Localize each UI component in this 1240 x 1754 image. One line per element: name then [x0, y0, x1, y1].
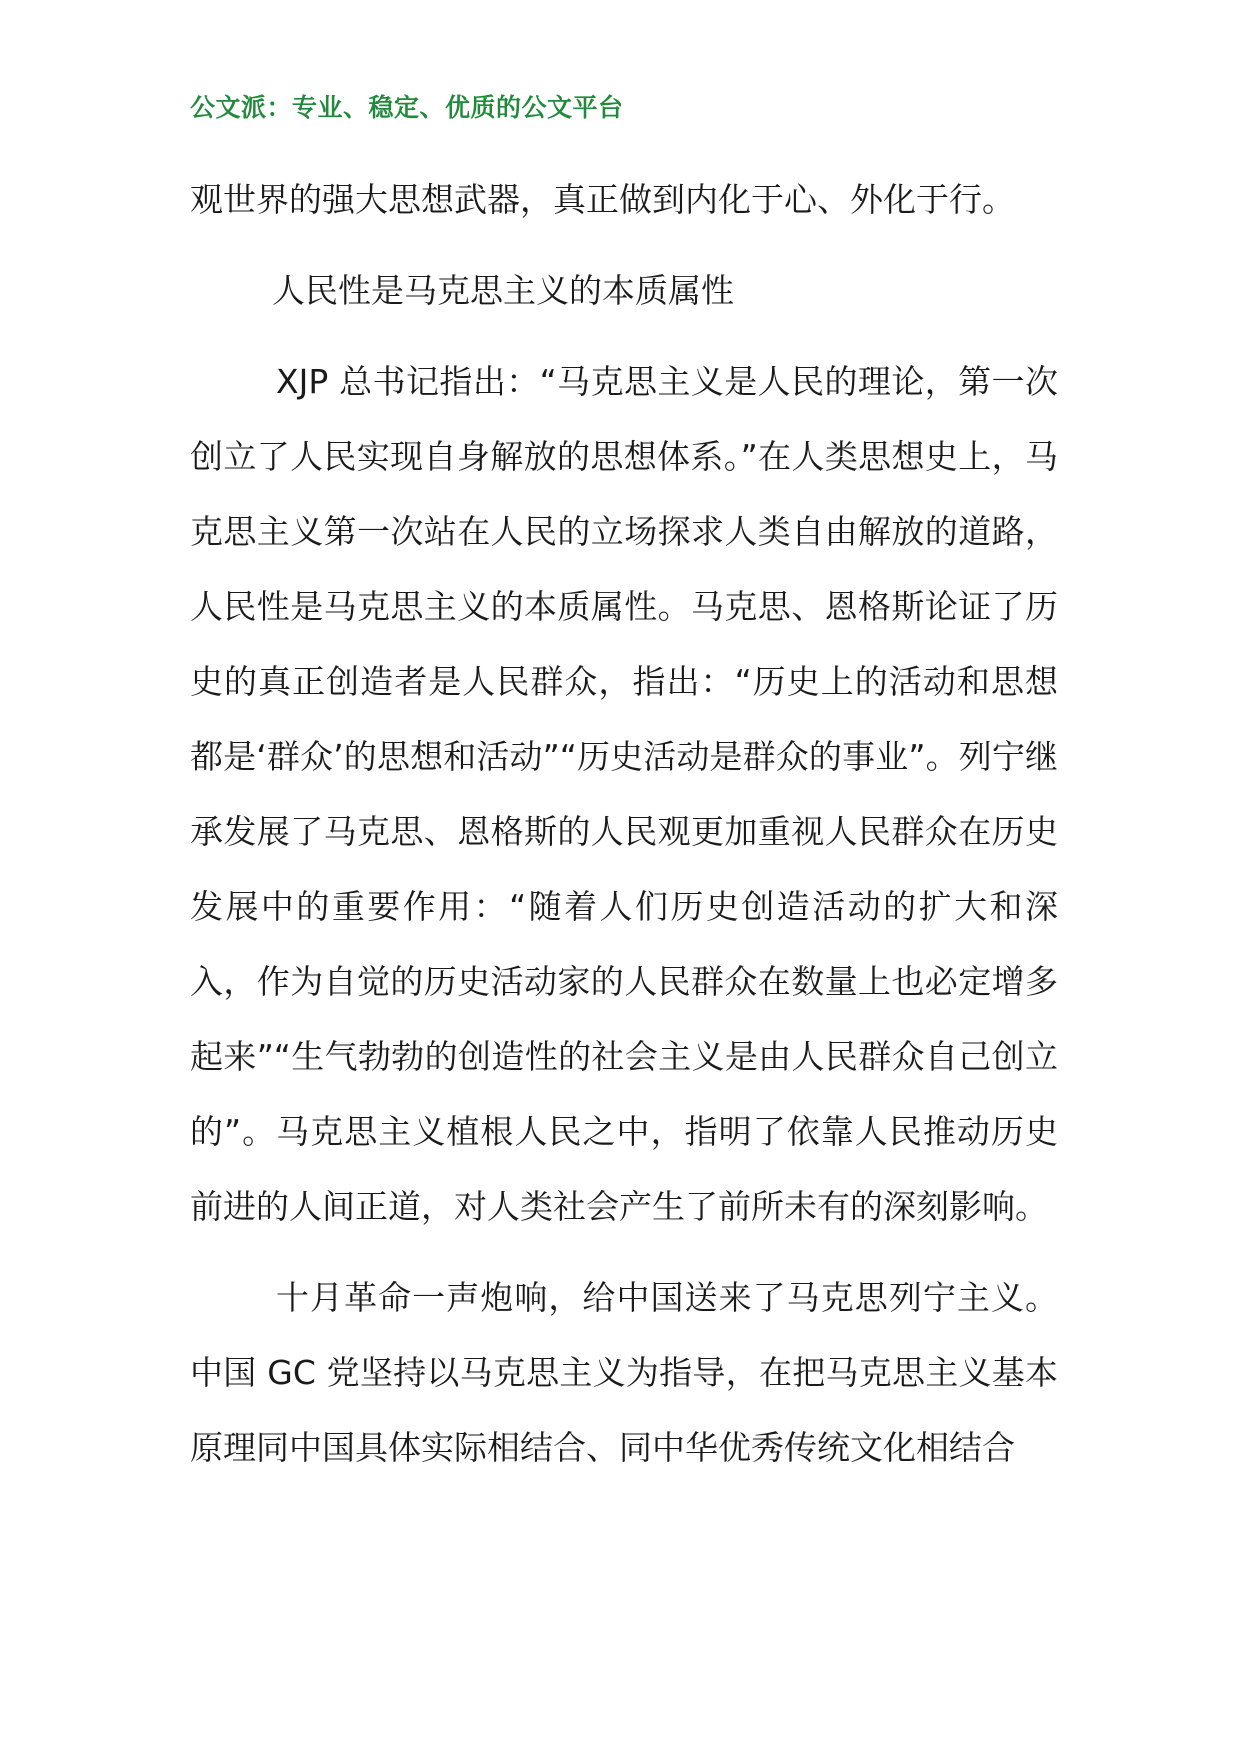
document-body: [190, 162, 1058, 1485]
continuation-line: 观世界的强大思想武器，真正做到内化于心、外化于行。: [190, 180, 1015, 219]
paragraph-2: 十月革命一声炮响，给中国送来了马克思列宁主义。中国 GC 党坚持以马克思主义为指导，在把马克思主义基本原理同中国具体实际相结合、同中华优秀传统文化相结合: [190, 1278, 1058, 1467]
site-banner: 公文派：专业、稳定、优质的公文平台: [190, 93, 624, 122]
section-heading: 人民性是马克思主义的本质属性: [272, 271, 734, 310]
paragraph-1: XJP 总书记指出：“马克思主义是人民的理论，第一次创立了人民实现自身解放的思想体系。”在人类思想史上，马克思主义第一次站在人民的立场探求人类自由解放的道路，人民性是马克思主义的本质属性。马克思、恩格斯论证了历史的真正创造者是人民群众，指出：“历史上的活动和思想都是‘群众’的思想和活动”“历史活动是群众的事业”。列宁继承发展了马克思、恩格斯的人民观更加重视人民群众在历史发展中的重要作用：“随着人们历史创造活动的扩大和深入，作为自觉的历史活动家的人民群众在数量上也必定增多起来”“生气勃勃的创造性的社会主义是由人民群众自己创立的”。马克思主义植根人民之中，指明了依靠人民推动历史前进的人间正道，对人类社会产生了前所未有的深刻影响。: [190, 362, 1058, 1226]
